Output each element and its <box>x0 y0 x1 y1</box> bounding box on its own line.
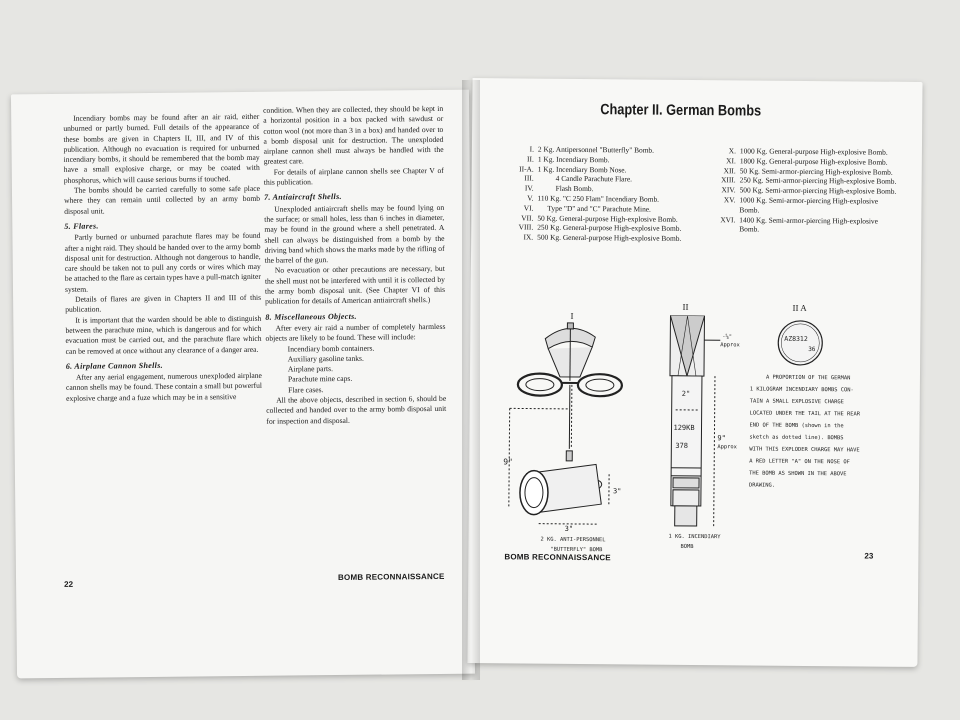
stamp-129kb: 129KB <box>673 423 695 432</box>
bomb-description: 50 Kg. General-purpose High-explosive Bomb. <box>537 213 678 224</box>
bomb-number: XIII. <box>721 175 736 185</box>
stamp-378: 378 <box>675 441 689 450</box>
bomb-description: 110 Kg. "C 250 Flam" Incendiary Bomb. <box>537 193 660 204</box>
stamp-az8312: AZ8312 <box>784 334 808 343</box>
bomb-list-right <box>707 146 898 236</box>
bomb-number: I. <box>529 144 534 154</box>
list-item: Airplane parts. <box>287 364 334 374</box>
note-line: END OF THE BOMB (shown in the <box>749 422 844 430</box>
paragraph: The bombs should be carried carefully to some safe place where they can remain until collected by an army bomb disposal unit. <box>64 183 261 216</box>
note-line: THE BOMB AS SHOWN IN THE ABOVE <box>749 470 847 478</box>
stamp-36: 36 <box>808 345 816 354</box>
list-item: Parachute mine caps. <box>287 374 353 384</box>
page-number: 22 <box>64 579 74 589</box>
caption-incendiary-line1: 1 KG. INCENDIARY <box>668 533 721 541</box>
bomb-number: II. <box>527 154 534 164</box>
note-line: WITH THIS EXPLODER CHARGE MAY HAVE <box>749 446 860 454</box>
bomb-number: VIII. <box>518 222 534 232</box>
incendiary-note <box>749 374 861 489</box>
note-line: TAIN A SMALL EXPLOSIVE CHARGE <box>749 398 844 406</box>
section-heading-antiaircraft: 7. Antiaircraft Shells. <box>264 192 342 203</box>
figure-label-iia: II A <box>792 302 807 313</box>
paragraph: All the above objects, described in section 6, should be collected and handed over to the army bomb disposal unit for inspection and disposal. <box>266 393 447 426</box>
section-heading-cannon-shells: 6. Airplane Cannon Shells. <box>65 360 163 371</box>
note-line: A RED LETTER "A" ON THE NOSE OF <box>749 458 850 466</box>
note-line: DRAWING. <box>748 482 776 489</box>
caption-butterfly-line1: 2 KG. ANTI-PERSONNEL <box>540 536 606 544</box>
note-line: A PROPORTION OF THE GERMAN <box>765 374 851 382</box>
note-line: sketch as dotted line). BOMBS <box>749 434 844 442</box>
figure-label-i: I <box>570 310 574 321</box>
bomb-description: 4 Candle Parachute Flare. <box>555 174 633 184</box>
dimension-approx-top: -⅝" <box>722 334 733 341</box>
page-number: 23 <box>864 551 874 561</box>
paragraph: After every air raid a number of completely harmless objects are likely to be found. These will include: <box>265 321 446 343</box>
approx-label-right: Approx <box>717 444 737 451</box>
bomb-number: IV. <box>524 183 534 193</box>
dimension-2: 2" <box>681 389 691 398</box>
bomb-number: IX. <box>523 232 534 242</box>
chapter-title: Chapter II. German Bombs <box>600 101 762 120</box>
dimension-9-right: 9" <box>717 434 726 443</box>
left-column-2 <box>263 104 446 427</box>
bomb-number: VII. <box>521 213 534 223</box>
list-item <box>505 233 715 245</box>
footer-title: BOMB RECONNAISSANCE <box>504 552 611 563</box>
list-item <box>707 195 897 216</box>
left-column-1 <box>63 112 262 404</box>
section-heading-flares: 5. Flares. <box>64 221 99 231</box>
bomb-description: 500 Kg. Semi-armor-piercing High-explosive Bomb. <box>739 185 897 196</box>
paragraph: Incendiary bombs may be found after an air raid, either unburned or partly burned. Full details of the appearance of these bombs are given in Chapters II, III, and IV of this publication. Although no evacuation is required for unburned incendiary bombs, it should be remembered that the bomb may have a small explosive charge, or may be coated with phosphorus, which will cause serious burns if touched. <box>63 111 260 185</box>
list-item: Flare cases. <box>288 384 324 395</box>
paragraph: After any aerial engagement, numerous unexploded airplane cannon shells may be found. These contain a small but powerful explosive charge and a fuze which may be in a sensitive <box>65 370 263 403</box>
bomb-number: V. <box>527 193 534 203</box>
dimension-9-left: 9" <box>503 457 513 467</box>
note-line: LOCATED UNDER THE TAIL AT THE REAR <box>749 410 861 418</box>
list-item <box>707 215 897 236</box>
bomb-number: XVI. <box>720 214 736 224</box>
figure-label-ii: II <box>682 301 689 312</box>
bomb-description: 250 Kg. Semi-armor-piercing High-explosive Bomb. <box>739 175 897 187</box>
paragraph: Details of flares are given in Chapters II and III of this publication. <box>65 292 262 315</box>
bomb-description: Type "D" and "C" Parachute Mine. <box>547 203 651 214</box>
caption-incendiary-line2: BOMB <box>680 543 694 550</box>
note-line: 1 KILOGRAM INCENDIARY BOMBS CON- <box>749 386 854 394</box>
bomb-description: 1800 Kg. General-purpose High-explosive Bomb. <box>739 156 888 167</box>
footer-title: BOMB RECONNAISSANCE <box>337 571 445 583</box>
bomb-number: III. <box>524 173 534 183</box>
paragraph: No evacuation or other precautions are necessary, but the shell must not be interfered with until it is collected by the army bomb disposal unit. (See Chapter VI of this publication for details of American antiaircraft shells.) <box>264 264 446 307</box>
bomb-description: 500 Kg. General-purpose High-explosive Bomb. <box>537 232 682 244</box>
bomb-description: 2 Kg. Antipersonnel "Butterfly" Bomb. <box>537 144 655 155</box>
bomb-number: XV. <box>723 195 736 205</box>
paragraph: For details of airplane cannon shells see Chapter V of this publication. <box>263 165 444 187</box>
dimension-3b: 3" <box>564 524 574 533</box>
butterfly-bomb-drawing <box>509 322 623 524</box>
bomb-description: 250 Kg. General-purpose High-explosive Bomb. <box>537 222 682 234</box>
paragraph: Partly burned or unburned parachute flares may be found after a night raid. They should be handed over to the army bomb disposal unit for destruction. Although not dangerous to handle, care should be taken not to pull any cords or wires which may be attached to the flare as certain types have a pull-match igniter system. <box>64 231 261 294</box>
bomb-number: XII. <box>723 165 736 175</box>
list-item: Auxiliary gasoline tanks. <box>287 353 364 364</box>
approx-label: Approx <box>720 342 740 349</box>
bomb-description: 1000 Kg. General-purpose High-explosive Bomb. <box>739 146 888 157</box>
bomb-number: II-A. <box>519 164 534 174</box>
bomb-number: XIV. <box>721 185 736 195</box>
paragraph: Unexploded antiaircraft shells may be found lying on the surface; or small holes, less than 6 inches in diameter, may be found in the ground where a shell penetrated. A shell can always be distinguished from a bomb by the driving band which shows the marks made by the rifling of the barrel of the gun. <box>264 202 445 265</box>
caption-butterfly-line2: "BUTTERFLY" BOMB <box>550 546 603 554</box>
bomb-number: XI. <box>726 156 736 166</box>
section-heading-miscellaneous: 8. Miscellaneous Objects. <box>265 311 357 322</box>
bomb-description: 1000 Kg. Semi-armor-piercing High-explosive Bomb. <box>739 195 879 215</box>
right-page <box>467 78 922 667</box>
dimension-3: 3" <box>612 487 622 496</box>
paragraph: It is important that the warden should be able to distinguish between the parachute mine, which is dangerous and for which evacuation must be carried out, and the parachute flare which can be removed at once without any clearance of a danger area. <box>65 313 262 356</box>
bomb-description: Flash Bomb. <box>555 183 594 194</box>
paragraph: condition. When they are collected, they should be kept in a horizontal position in a box packed with sawdust or cotton wool (not more than 3 in a box) and handed over to a bomb disposal unit for destruction. The unexploded airplane cannon shell must always be handled with the greatest care. <box>263 103 444 167</box>
bomb-description: 50 Kg. Semi-armor-piercing High-explosive Bomb. <box>739 165 893 177</box>
incendiary-bomb-drawing <box>669 316 721 526</box>
bomb-diagrams <box>468 298 920 562</box>
list-item: Incendiary bomb containers. <box>287 343 375 354</box>
bomb-description: 1 Kg. Incendiary Bomb. <box>537 154 610 165</box>
bomb-description: 1 Kg. Incendiary Bomb Nose. <box>537 164 627 174</box>
bomb-number: VI. <box>523 203 534 213</box>
bomb-description: 1400 Kg. Semi-armor-piercing High-explosive Bomb. <box>739 214 878 234</box>
bomb-number: X. <box>728 146 736 156</box>
left-page <box>11 90 475 679</box>
bomb-list-left <box>505 144 716 244</box>
